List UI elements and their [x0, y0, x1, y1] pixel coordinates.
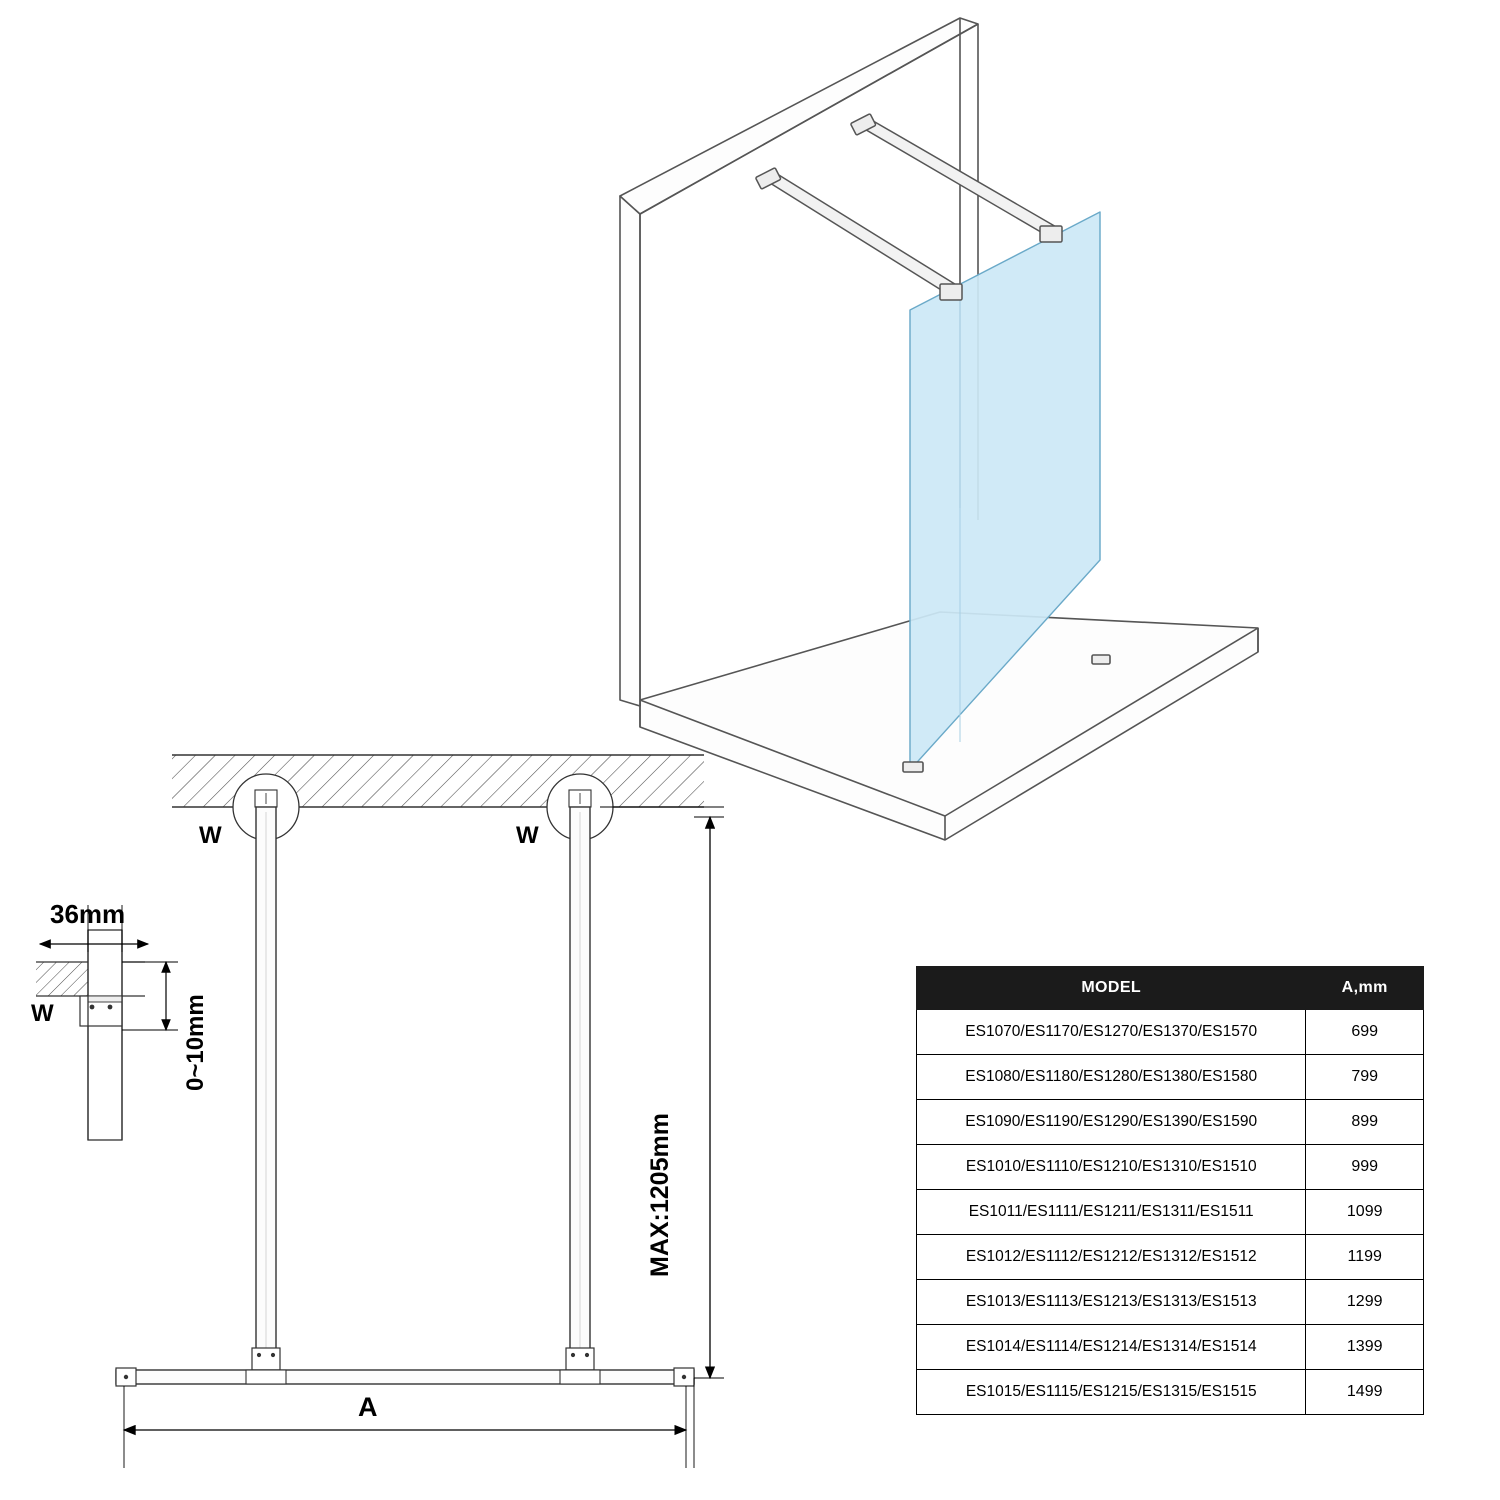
front-elevation-view	[116, 755, 724, 1468]
cell-a: 1099	[1306, 1190, 1424, 1235]
cell-model: ES1080/ES1180/ES1280/ES1380/ES1580	[917, 1055, 1306, 1100]
model-spec-table	[916, 966, 1424, 1415]
label-bracket-w-top-left: W	[199, 822, 222, 849]
table-row	[917, 1100, 1424, 1145]
label-bracket-w-top-right: W	[516, 822, 539, 849]
bracket-detail-view	[36, 905, 178, 1140]
table-row	[917, 1280, 1424, 1325]
cell-a: 1299	[1306, 1280, 1424, 1325]
table-row	[917, 1010, 1424, 1055]
cell-model: ES1012/ES1112/ES1212/ES1312/ES1512	[917, 1235, 1306, 1280]
cell-model: ES1090/ES1190/ES1290/ES1390/ES1590	[917, 1100, 1306, 1145]
cell-a: 799	[1306, 1055, 1424, 1100]
cell-model: ES1013/ES1113/ES1213/ES1313/ES1513	[917, 1280, 1306, 1325]
cell-a: 699	[1306, 1010, 1424, 1055]
table-row	[917, 1235, 1424, 1280]
cell-a: 1399	[1306, 1325, 1424, 1370]
cell-a: 1199	[1306, 1235, 1424, 1280]
label-max-height: MAX:1205mm	[646, 1113, 674, 1277]
table-header-row	[917, 967, 1424, 1010]
cell-model: ES1015/ES1115/ES1215/ES1315/ES1515	[917, 1370, 1306, 1415]
table-row	[917, 1370, 1424, 1415]
table-row	[917, 1325, 1424, 1370]
cell-model: ES1010/ES1110/ES1210/ES1310/ES1510	[917, 1145, 1306, 1190]
label-dimension-a: A	[358, 1392, 378, 1422]
cell-a: 1499	[1306, 1370, 1424, 1415]
cell-model: ES1014/ES1114/ES1214/ES1314/ES1514	[917, 1325, 1306, 1370]
label-bracket-w-detail: W	[31, 1000, 54, 1027]
column-header-a: A,mm	[1306, 967, 1424, 1010]
column-header-model: MODEL	[917, 967, 1306, 1010]
cell-model: ES1070/ES1170/ES1270/ES1370/ES1570	[917, 1010, 1306, 1055]
isometric-view	[620, 18, 1258, 840]
table-row	[917, 1055, 1424, 1100]
table-row	[917, 1190, 1424, 1235]
label-width-36mm: 36mm	[50, 899, 126, 929]
label-gap-0-10mm: 0~10mm	[182, 994, 209, 1091]
cell-model: ES1011/ES1111/ES1211/ES1311/ES1511	[917, 1190, 1306, 1235]
cell-a: 999	[1306, 1145, 1424, 1190]
table-row	[917, 1145, 1424, 1190]
cell-a: 899	[1306, 1100, 1424, 1145]
